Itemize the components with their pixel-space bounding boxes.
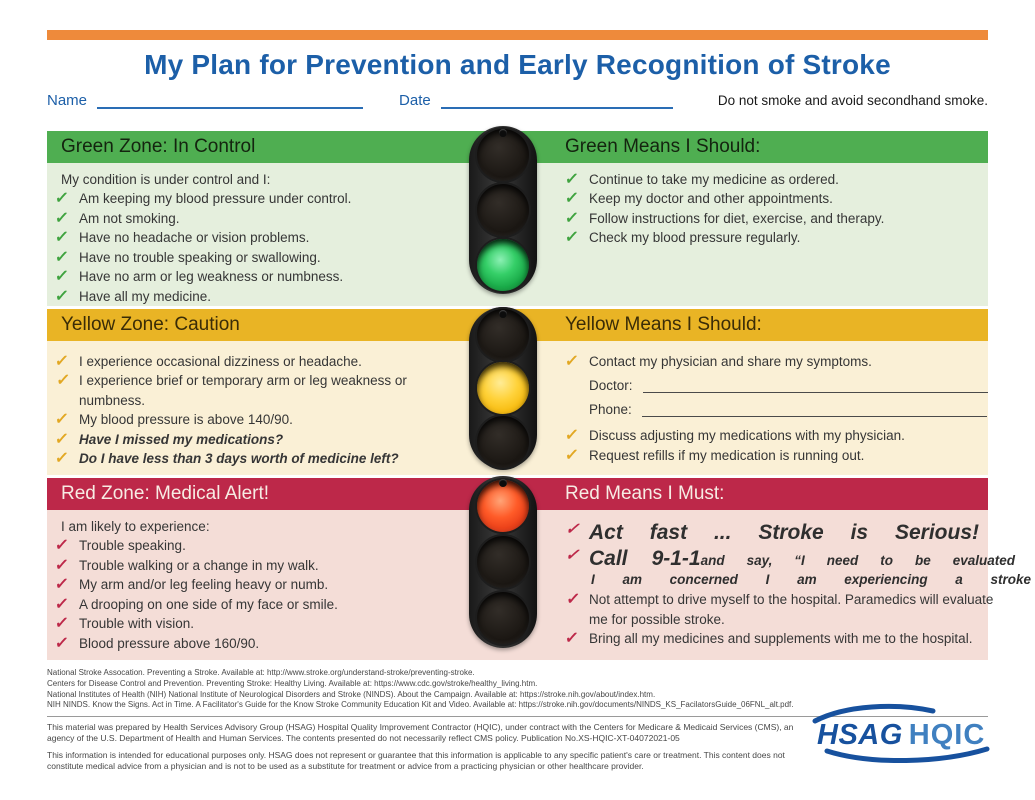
yellow-zone-title: Yellow Zone: Caution [61, 314, 240, 335]
bolt-icon [499, 129, 507, 137]
date-field[interactable] [441, 94, 673, 109]
doctor-field-row [589, 378, 988, 393]
traffic-light-yellow-lit [469, 307, 537, 469]
green-left-column [47, 163, 497, 306]
check-icon: ✓ [53, 595, 70, 613]
name-field[interactable] [97, 94, 363, 109]
list-item [55, 634, 497, 653]
check-icon: ✓ [53, 634, 70, 652]
check-icon: ✓ [563, 427, 580, 445]
list-item [565, 209, 988, 228]
yellow-lamp-off-icon [477, 184, 529, 236]
call-911-continuation: I am concerned I am experiencing a stroke [591, 572, 1031, 588]
item-text: Check my blood pressure regularly. [589, 230, 801, 246]
check-icon: ✓ [564, 547, 581, 565]
green-lamp-off-icon [477, 416, 529, 468]
check-icon: ✓ [563, 353, 580, 370]
list-item [55, 189, 497, 208]
check-icon: ✓ [53, 430, 70, 448]
check-icon: ✓ [53, 268, 70, 286]
item-text: Do I have less than 3 days worth of medicine left? [79, 451, 399, 467]
green-intro: My condition is under control and I: [61, 172, 271, 187]
list-item [55, 352, 497, 371]
name-label: Name [47, 92, 88, 109]
check-icon: ✓ [53, 450, 70, 468]
list-item [55, 228, 497, 247]
check-icon: ✓ [563, 229, 580, 247]
act-fast-line [565, 520, 979, 546]
item-text: Follow instructions for diet, exercise, and therapy. [589, 210, 885, 226]
phone-field[interactable] [642, 402, 987, 417]
list-item [55, 410, 497, 429]
doctor-field[interactable] [643, 378, 988, 393]
check-icon: ✓ [53, 190, 70, 208]
check-icon: ✓ [53, 411, 70, 429]
check-icon: ✓ [55, 372, 71, 390]
green-lamp-on-icon [477, 239, 529, 291]
check-icon: ✓ [53, 537, 70, 555]
reference-item: NIH NINDS. Know the Signs. Act in Time. A Facilitator's Guide for the Know Stroke Community Education Kit and Video. Available at: https://stroke.nih.gov/documents/NINDS_KS_FacilatorsGuide_06FNL_alt.pdf. [47, 700, 794, 710]
list-item [55, 536, 497, 555]
red-means-title: Red Means I Must: [565, 483, 725, 504]
red-zone-section [47, 478, 1031, 660]
check-icon: ✓ [564, 521, 581, 538]
check-icon: ✓ [53, 209, 70, 227]
green-lamp-off-icon [477, 592, 529, 644]
red-intro: I am likely to experience: [61, 519, 210, 534]
yellow-right-column [565, 341, 988, 475]
item-text: Discuss adjusting my medications with my physician. [589, 428, 905, 444]
list-item [565, 590, 995, 629]
check-icon: ✓ [53, 248, 70, 266]
list-item [565, 426, 988, 445]
list-item [55, 267, 497, 286]
item-text: My blood pressure is above 140/90. [79, 412, 293, 428]
item-text: Request refills if my medication is running out. [589, 447, 865, 463]
item-text: I experience brief or temporary arm or leg weakness or numbness. [79, 373, 407, 408]
call-911-say-text: and say, “I need to be evaluated [700, 553, 1015, 569]
name-date-row [47, 92, 988, 109]
bolt-icon [499, 479, 507, 487]
list-item [55, 595, 497, 614]
item-text: Trouble speaking. [79, 538, 186, 554]
date-label: Date [399, 92, 431, 109]
check-icon: ✓ [53, 576, 70, 594]
item-text: Bring all my medicines and supplements with me to the hospital. [589, 631, 973, 647]
check-icon: ✓ [53, 556, 70, 574]
check-icon: ✓ [563, 630, 580, 648]
item-text: I experience occasional dizziness or headache. [79, 354, 362, 369]
list-item [55, 556, 497, 575]
check-icon: ✓ [563, 171, 580, 188]
reference-item: National Institutes of Health (NIH) National Institute of Neurological Disorders and Stroke (NINDS). About the Campaign. Available at: https://stroke.nih.gov/about/index.htm. [47, 689, 656, 699]
red-lamp-on-icon [477, 480, 529, 532]
list-item [55, 449, 497, 468]
list-item [565, 189, 988, 208]
bolt-icon [499, 310, 507, 318]
accent-bar [47, 30, 988, 40]
item-text: Trouble with vision. [79, 616, 195, 632]
item-text: Act fast ... Stroke is Serious! [589, 521, 979, 544]
item-text: Have no arm or leg weakness or numbness. [79, 269, 344, 285]
item-text: Continue to take my medicine as ordered. [589, 172, 839, 187]
phone-field-row [589, 402, 988, 417]
list-item [565, 170, 988, 189]
no-smoke-note: Do not smoke and avoid secondhand smoke. [717, 93, 988, 108]
item-text: Have all my medicine. [79, 288, 212, 304]
green-means-title: Green Means I Should: [565, 136, 761, 157]
list-item [565, 446, 988, 465]
check-icon: ✓ [53, 615, 70, 633]
green-zone-section [47, 131, 988, 306]
yellow-left-column [47, 341, 497, 475]
item-text: Contact my physician and share my symptoms. [589, 354, 872, 369]
item-text: Have I missed my medications? [79, 431, 284, 447]
hsag-wordmark: HSAG [817, 719, 903, 751]
red-left-column [47, 510, 497, 660]
red-right-column [563, 510, 1031, 660]
list-item [565, 352, 988, 371]
yellow-lamp-off-icon [477, 536, 529, 588]
item-text: Trouble walking or a change in my walk. [79, 557, 319, 573]
list-item [55, 371, 475, 410]
list-item [55, 575, 497, 594]
call-911-text: Call 9-1-1 [589, 547, 701, 571]
yellow-zone-section [47, 309, 988, 475]
item-text: A drooping on one side of my face or smile. [79, 596, 338, 612]
hsag-hqic-logo [811, 703, 991, 765]
traffic-light-red-lit [469, 476, 537, 648]
list-item [565, 629, 1010, 648]
list-item [55, 209, 497, 228]
item-text: Am keeping my blood pressure under control. [79, 191, 352, 207]
check-icon: ✓ [53, 229, 70, 247]
list-item [565, 228, 988, 247]
green-zone-title: Green Zone: In Control [61, 136, 256, 157]
traffic-light-green-lit [469, 126, 537, 294]
item-text: Keep my doctor and other appointments. [589, 191, 833, 207]
list-item [55, 614, 497, 633]
list-item [55, 430, 497, 449]
item-text: Have no trouble speaking or swallowing. [79, 249, 321, 265]
red-zone-title: Red Zone: Medical Alert! [61, 483, 270, 504]
item-text: Not attempt to drive myself to the hospital. Paramedics will evaluate me for possible stroke. [589, 592, 994, 627]
check-icon: ✓ [565, 591, 581, 609]
check-icon: ✓ [53, 353, 70, 370]
list-item [55, 248, 497, 267]
reference-item: Centers for Disease Control and Prevention. Preventing Stroke: Healthy Living. Available at: https://www.cdc.gov/stroke/healthy_living.htm. [47, 678, 538, 688]
check-icon: ✓ [563, 190, 580, 208]
green-right-column [565, 163, 988, 306]
item-text: Am not smoking. [79, 210, 180, 226]
disclaimer-paragraph: This material was prepared by Health Services Advisory Group (HSAG) Hospital Quality Improvement Contractor (HQIC), under contract with the Centers for Medicare & Medicaid Services (CMS), an agency of the U.S. Department of Health and Human Services. The contents presented do not necessarily reflect CMS policy. Publication No.XS-HQIC-XT-04072021-05 [47, 722, 794, 744]
disclaimer-block [47, 722, 819, 772]
list-item [55, 287, 497, 306]
hqic-wordmark: HQIC [908, 719, 986, 751]
check-icon: ✓ [563, 209, 580, 227]
yellow-means-title: Yellow Means I Should: [565, 314, 762, 335]
item-text: Have no headache or vision problems. [79, 230, 310, 246]
check-icon: ✓ [53, 287, 70, 305]
item-text: My arm and/or leg feeling heavy or numb. [79, 577, 329, 593]
reference-item: National Stroke Assocation. Preventing a Stroke. Available at: http://www.stroke.org/understand-stroke/preventing-stroke. [47, 668, 475, 677]
item-text: Blood pressure above 160/90. [79, 635, 260, 651]
call-911-line [565, 546, 1015, 571]
disclaimer-paragraph: This information is intended for educational purposes only. HSAG does not represent or guarantee that this information is applicable to any specific patient's care or treatment. This content does not constitute medical advice from a physician and is not to be used as a substitute for treatment or advice from a practicing physician or other healthcare provider. [47, 749, 785, 771]
page-title: My Plan for Prevention and Early Recognition of Stroke [144, 49, 891, 80]
doctor-label: Doctor: [589, 378, 633, 394]
yellow-lamp-on-icon [477, 362, 529, 414]
check-icon: ✓ [563, 446, 580, 464]
phone-label: Phone: [589, 402, 632, 418]
